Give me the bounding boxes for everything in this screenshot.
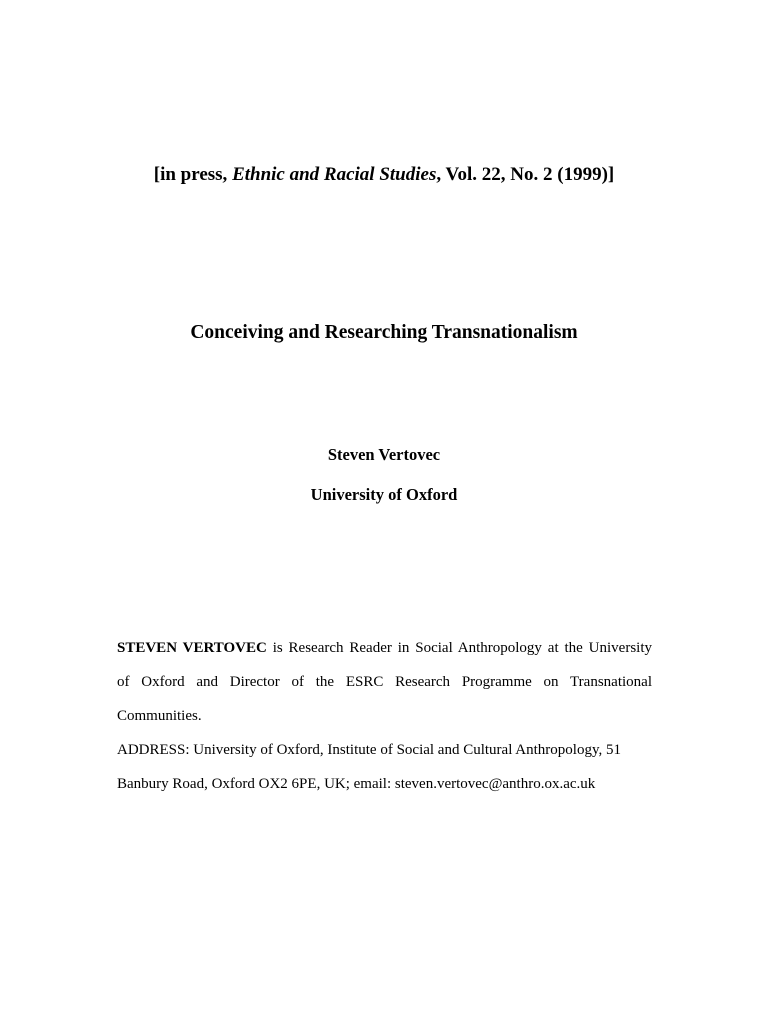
- author-affiliation: University of Oxford: [310, 485, 458, 504]
- address-line-2: Banbury Road, Oxford OX2 6PE, UK; email: steven.vertovec@anthro.ox.ac.uk: [117, 776, 596, 792]
- publication-note-suffix: , Vol. 22, No. 2 (1999)]: [436, 164, 615, 185]
- author-bio: [117, 631, 652, 801]
- bio-line-3: Communities.: [117, 708, 202, 724]
- bio-line-1: [117, 631, 652, 665]
- publication-note: [0, 164, 768, 186]
- paper-title: Conceiving and Researching Transnationalism: [190, 322, 578, 343]
- bio-author-name: STEVEN VERTOVEC: [117, 640, 267, 656]
- address-line-1: ADDRESS: University of Oxford, Institute of Social and Cultural Anthropology, 51: [117, 742, 621, 758]
- publication-note-prefix: [in press,: [153, 164, 233, 185]
- bio-line-2: of Oxford and Director of the ESRC Research Programme on Transnational: [117, 674, 652, 690]
- journal-name: Ethnic and Racial Studies: [232, 164, 437, 185]
- bio-line-1-text: is Research Reader in Social Anthropology at the University: [266, 640, 652, 656]
- author-name: Steven Vertovec: [327, 445, 441, 464]
